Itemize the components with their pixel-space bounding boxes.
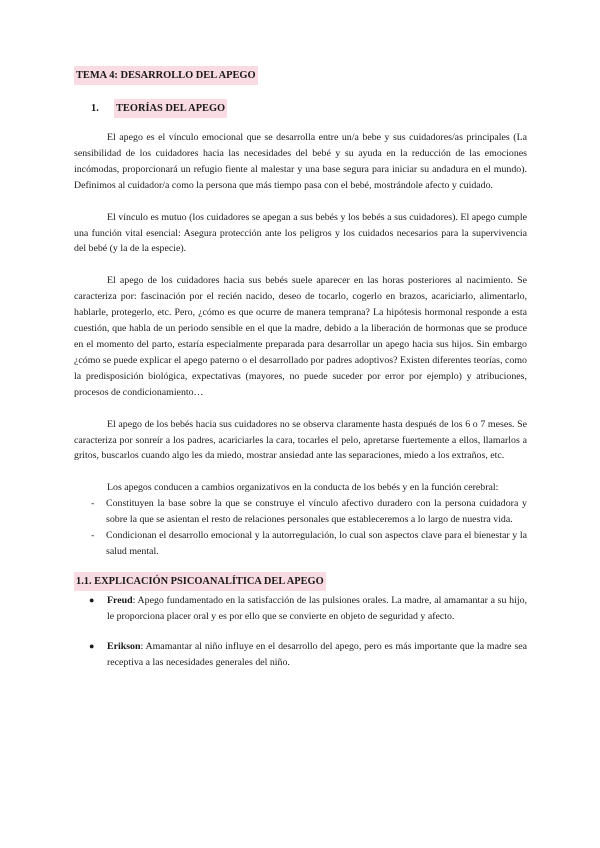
dash-marker: - (91, 530, 95, 542)
author-name: Freud (107, 594, 133, 606)
list-item (74, 528, 527, 560)
paragraph-5: Los apegos conducen a cambios organizativos en la conducta de los bebés y en la función cerebral: (107, 482, 499, 494)
author-name: Erikson (107, 640, 141, 652)
paragraph-4: El apego de los bebés hacia sus cuidadores no se observa claramente hasta después de los 6 o 7 meses. Se caracteriza por sonreír a los padres, acariciarles la cara, tocarles el pelo, apretarse fuertemente a ellos, llamarlos a gritos, buscarlos cuando algo les da miedo, mostrar ansiedad ante las separaciones, miedo a los extraños, etc. (74, 418, 527, 462)
list-item-text: : Amamantar al niño influye en el desarrollo del apego, pero es más importante que la madre sea receptiva a las necesidades generales del niño. (107, 640, 527, 668)
section-heading-1 (91, 99, 527, 118)
paragraph-1: El apego es el vínculo emocional que se desarrolla entre un/a bebe y sus cuidadores/as principales (La sensibilidad de los cuidadores hacia las necesidades del bebé y su ayuda en la reducción de las emociones incómodas, proporcionará un refugio fiente al malestar y una base segura para iniciar su andadura en el mundo). Definimos al cuidador/a como la persona que más tiempo pasa con el bebé, mostrándole afecto y cuidado. (74, 132, 527, 191)
bullet-icon: ● (89, 640, 95, 651)
bullet-list (74, 593, 527, 671)
bullet-icon: ● (89, 594, 95, 605)
section-number: 1. (91, 103, 99, 114)
list-item (74, 639, 527, 671)
section-heading-1-1 (74, 572, 527, 591)
list-item (74, 496, 527, 528)
list-item (74, 593, 527, 625)
paragraph-3: El apego de los cuidadores hacia sus bebés suele aparecer en las horas posteriores al nacimiento. Se caracteriza por: fascinación por el recién nacido, deseo de tocarlo, cogerlo en brazos, acariciarlo, alimentarlo, hablarle, protegerlo, etc. Pero, ¿cómo es que ocurre de manera temprana? La hipótesis hormonal responde a esta cuestión, que habla de un periodo sensible en el que la madre, debido a la liberación de hormonas que se produce en el momento del parto, estaría especialmente preparada para desarrollar un apego hacia sus hijos. Sin embargo ¿cómo se puede explicar el apego paterno o el desarrollado por padres adoptivos? Existen diferentes teorías, como la predisposición biológica, expectativas (mayores, no puede suceder por error por ejemplo) y atribuciones, procesos de condicionamiento… (74, 275, 527, 398)
section-title: TEORÍAS DEL APEGO (114, 99, 227, 118)
list-item-text: Constituyen la base sobre la que se construye el vínculo afectivo duradero con la persona cuidadora y sobre la que se asientan el resto de relaciones personales que estableceremos a lo largo de nuestra vida. (106, 498, 527, 526)
list-item-text: Condicionan el desarrollo emocional y la autorregulación, lo cual son aspectos clave para el bienestar y la salud mental. (106, 530, 527, 557)
document-title-text: TEMA 4: DESARROLLO DEL APEGO (74, 66, 258, 85)
paragraph-2: El vínculo es mutuo (los cuidadores se apegan a sus bebés y los bebés a sus cuidadores). El apego cumple una función vital esencial: Asegura protección ante los peligros y los cuidados necesarios para la supervivencia del bebé (y la de la especie). (74, 211, 527, 255)
document-title (74, 66, 527, 85)
dash-marker: - (91, 498, 95, 510)
subsection-title: 1.1. EXPLICACIÓN PSICOANALÍTICA DEL APEGO (74, 572, 326, 591)
list-item-text: : Apego fundamentado en la satisfacción de las pulsiones orales. La madre, al amamantar a su hijo, le proporciona placer oral y es por ello que se convierte en objeto de seguridad y afecto. (107, 594, 527, 622)
dash-list (74, 496, 527, 560)
